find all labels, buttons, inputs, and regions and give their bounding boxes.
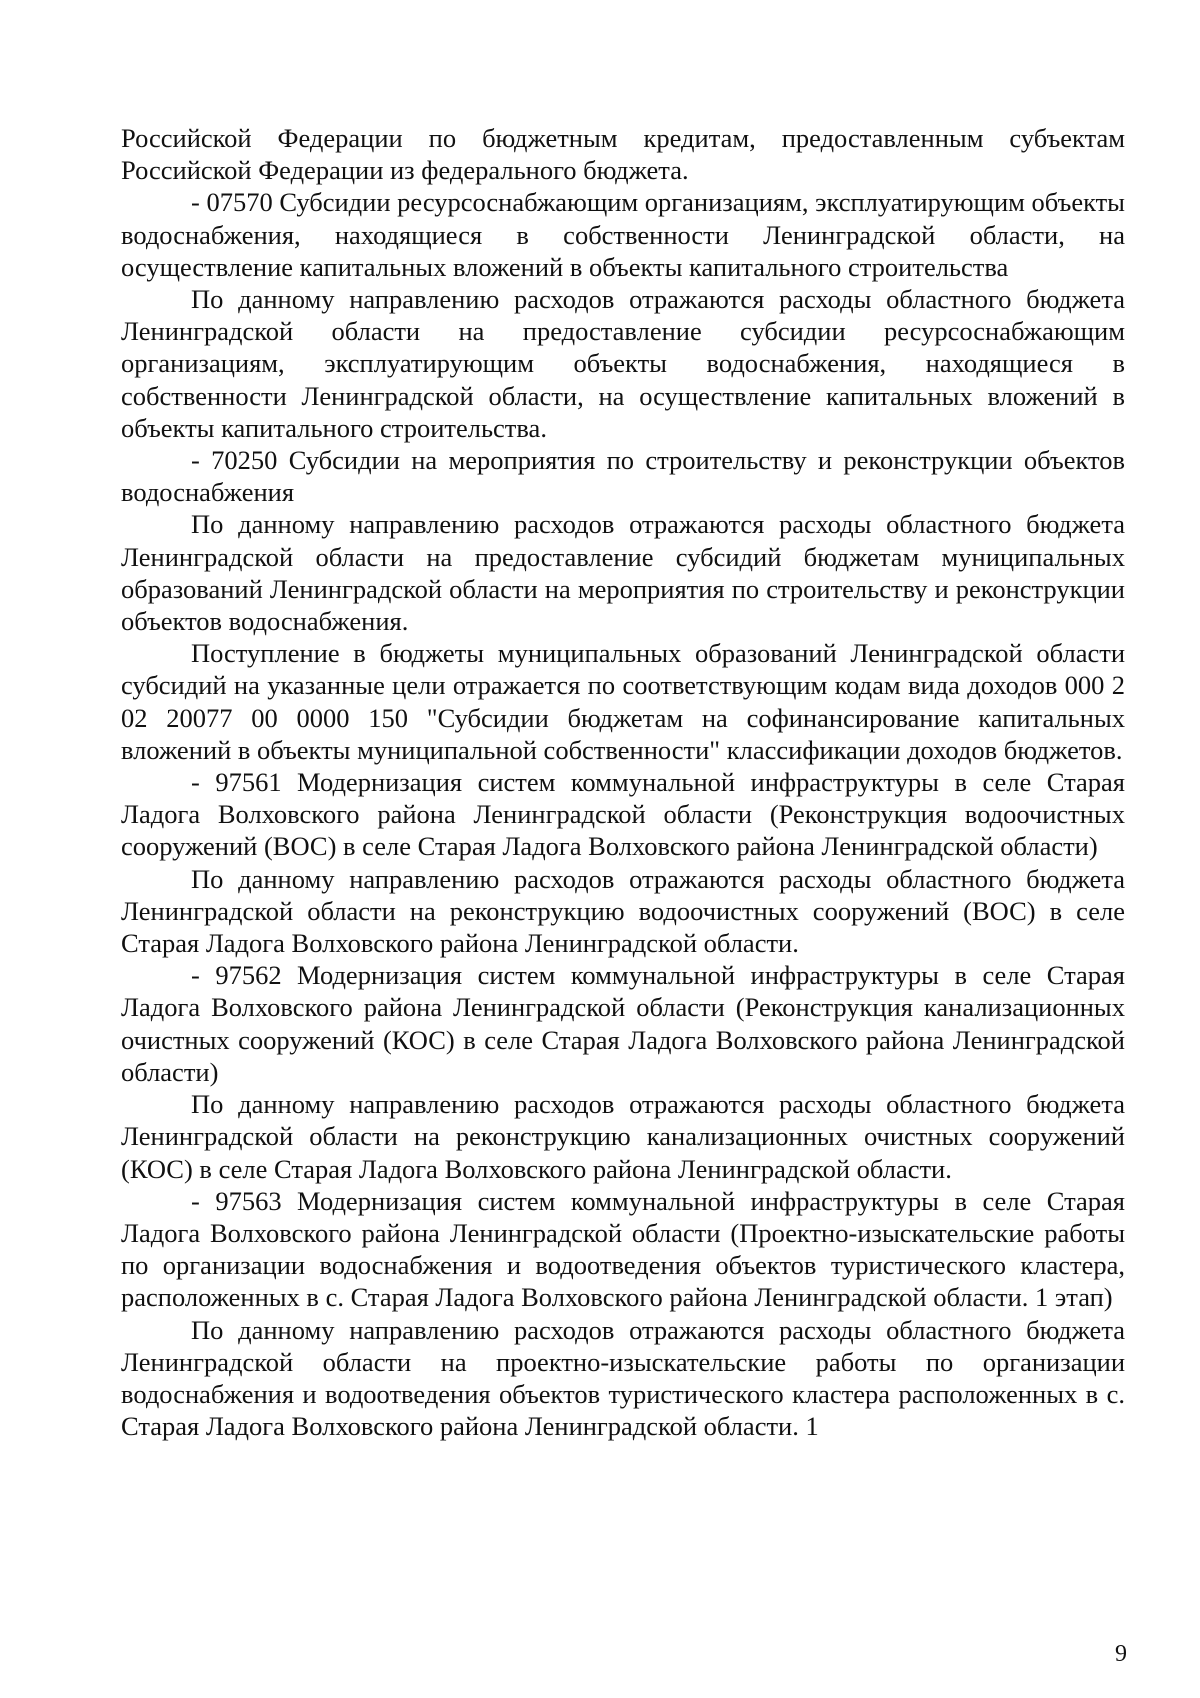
paragraph-item-97562: - 97562 Модернизация систем коммунальной инфраструктуры в селе Старая Ладога Волховского района Ленинградской области (Реконструкция канализационных очистных сооружений (КОС) в селе Старая Ладога Волховского района Ленинградской области) — [121, 960, 1125, 1087]
paragraph-description-07570: По данному направлению расходов отражаются расходы областного бюджета Ленинградской области на предоставление субсидии ресурсоснабжающим организациям, эксплуатирующим объекты водоснабжения, находящиеся в собственности Ленинградской области, на осуществление капитальных вложений в объекты капитального строительства. — [121, 284, 1125, 443]
paragraph-item-70250: - 70250 Субсидии на мероприятия по строительству и реконструкции объектов водоснабжения — [121, 445, 1125, 508]
paragraph-description-97562: По данному направлению расходов отражаются расходы областного бюджета Ленинградской области на реконструкцию канализационных очистных сооружений (КОС) в селе Старая Ладога Волховского района Ленинградской области. — [121, 1089, 1125, 1184]
paragraph-description-97563: По данному направлению расходов отражаются расходы областного бюджета Ленинградской области на проектно-изыскательские работы по организации водоснабжения и водоотведения объектов туристического кластера расположенных в с. Старая Ладога Волховского района Ленинградской области. 1 — [121, 1314, 1125, 1442]
paragraph-income-note: Поступление в бюджеты муниципальных образований Ленинградской области субсидий на указанные цели отражается по соответствующим кодам вида доходов 000 2 02 20077 00 0000 150 "Субсидии бюджетам на софинансирование капитальных вложений в объекты муниципальной собственности" классификации доходов бюджетов. — [121, 638, 1125, 765]
paragraph-description-97561: По данному направлению расходов отражаются расходы областного бюджета Ленинградской области на реконструкцию водоочистных сооружений (ВОС) в селе Старая Ладога Волховского района Ленинградской области. — [121, 863, 1125, 959]
paragraph-description-70250: По данному направлению расходов отражаются расходы областного бюджета Ленинградской области на предоставление субсидий бюджетам муниципальных образований Ленинградской области на мероприятия по строительству и реконструкции объектов водоснабжения. — [121, 509, 1125, 637]
paragraph-continuation: Российской Федерации по бюджетным кредитам, предоставленным субъектам Российской Федерации из федерального бюджета. — [121, 123, 1125, 186]
paragraph-item-07570: - 07570 Субсидии ресурсоснабжающим организациям, эксплуатирующим объекты водоснабжения, находящиеся в собственности Ленинградской области, на осуществление капитальных вложений в объекты капитального строительства — [121, 187, 1125, 282]
paragraph-item-97561: - 97561 Модернизация систем коммунальной инфраструктуры в селе Старая Ладога Волховского района Ленинградской области (Реконструкция водоочистных сооружений (ВОС) в селе Старая Ладога Волховского района Ленинградской области) — [121, 767, 1125, 862]
page-number: 9 — [1115, 1641, 1127, 1667]
paragraph-item-97563: - 97563 Модернизация систем коммунальной инфраструктуры в селе Старая Ладога Волховского района Ленинградской области (Проектно-изыскательские работы по организации водоснабжения и водоотведения объектов туристического кластера, расположенных в с. Старая Ладога Волховского района Ленинградской области. 1 этап) — [121, 1185, 1125, 1313]
document-body — [121, 122, 1125, 1442]
